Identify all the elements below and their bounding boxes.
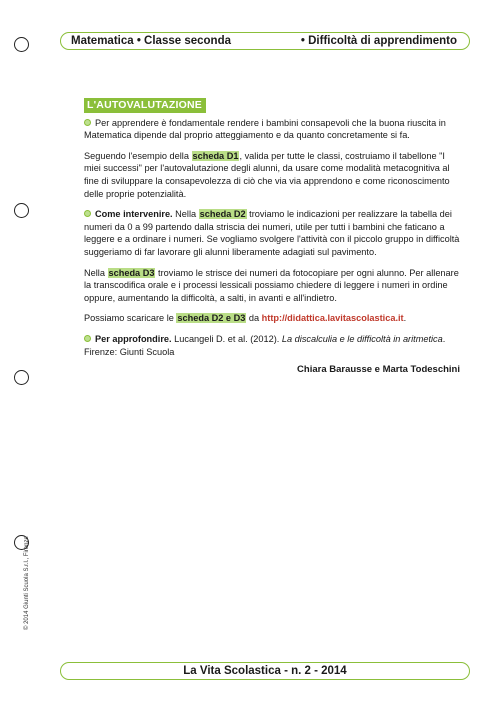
paragraph-intro [84,117,460,142]
p5-text-a: Possiamo scaricare le [84,313,177,324]
article-body [84,98,460,377]
binder-hole-1 [14,37,29,52]
p5-text-c: . [403,313,407,324]
header-subject: Matematica • Classe seconda [71,35,231,47]
p2-text-b: , valida per tutte le classi, costruiamo il tabellone "I miei successi" per l'autovalutazione degli alunni, da usare come modalità metacognitiva al fine di sviluppare la consapevolezza di ciò che via via apprendono e come riconoscimento delle proprie potenzialità. [84,150,450,199]
scheda-d1-highlight: scheda D1 [192,150,239,161]
bullet-icon [84,210,91,217]
p4-text-a: Nella [84,267,108,278]
book-title: La discalculia e le difficoltà in aritmetica [281,333,443,344]
page-header [60,32,470,50]
p2-text-a: Seguendo l'esempio della [84,150,192,161]
paragraph-approfondire [84,333,460,358]
scheda-d2-highlight: scheda D2 [199,209,246,220]
footer-text: La Vita Scolastica - n. 2 - 2014 [183,665,347,677]
scheda-d2-d3-highlight: scheda D2 e D3 [177,313,246,324]
paragraph-come-intervenire [84,208,460,258]
come-intervenire-label: Come intervenire. [95,209,173,220]
p6-text-b: . Firenze: Giunti Scuola [84,333,446,357]
p6-text-a: Lucangeli D. et al. (2012). [171,333,282,344]
bullet-icon [84,119,91,126]
p4-text-b: troviamo le strisce dei numeri da fotocopiare per ogni alunno. Per allenare la transcodifica orale e i processi lessicali possiamo chiedere di leggere i numeri in ordine oppure, aumentando la difficoltà, a salti, in avanti e all'indietro. [84,267,459,303]
approfondire-label: Per approfondire. [95,333,172,344]
download-link[interactable]: http://didattica.lavitascolastica.it [261,313,404,324]
paragraph-intro-text: Per apprendere è fondamentale rendere i bambini consapevoli che la buona riuscita in Matematica dipende dal proprio atteggiamento e da quanto concretamente si fa. [84,117,446,141]
paragraph-download [84,312,460,325]
binder-hole-2 [14,203,29,218]
bullet-icon [84,335,91,342]
section-title: L'AUTOVALUTAZIONE [84,98,206,113]
scheda-d3-highlight: scheda D3 [108,267,155,278]
p5-text-b: da [246,313,262,324]
copyright-notice: © 2014 Giunti Scuola S.r.l., Firenze [24,536,30,630]
page-footer [60,662,470,680]
authors-signature: Chiara Barausse e Marta Todeschini [297,364,460,376]
header-topic: • Difficoltà di apprendimento [300,35,457,47]
paragraph-scheda-d1 [84,150,460,200]
p3-text-b: troviamo le indicazioni per realizzare la tabella dei numeri da 0 a 99 partendo dalla striscia dei numeri, utile per tutti i bambini che faticano a leggere e a ordinare i numeri. Se vogliamo svolgere l'attività con il piccolo gruppo in difficoltà suggeriamo di far lavorare gli alunni liberamente adagiati sul pavimento. [84,209,460,257]
binder-hole-3 [14,370,29,385]
paragraph-scheda-d3 [84,267,460,305]
p3-text-a: Nella [172,209,199,220]
